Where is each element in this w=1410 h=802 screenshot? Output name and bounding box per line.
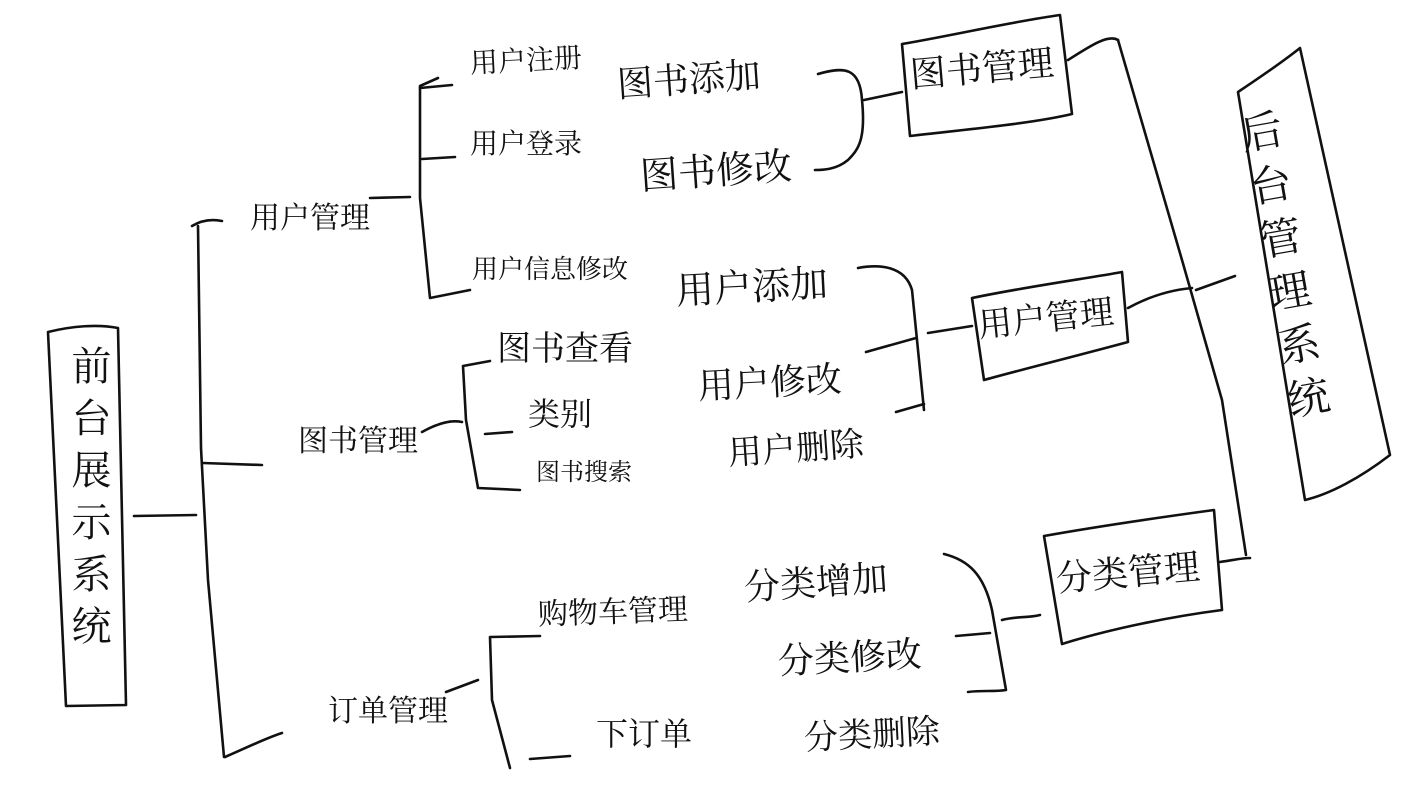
frontend-cart-management: 购物车管理 [537,592,689,633]
backend-user-delete: 用户删除 [726,424,866,474]
connector-user-item-delete [896,404,924,412]
connector-category-item-modify [956,633,990,636]
bracket-order-management [490,636,540,768]
connector-user-item-modify [866,338,916,352]
backend-spine [1118,40,1246,555]
backend-root-label: 后台管理系统 [1231,106,1336,434]
backend-book-add: 图书添加 [615,55,763,106]
connector-spine-to-order [225,733,282,757]
backend-category-module-label: 分类管理 [1054,546,1202,601]
bracket-book-management [463,361,520,490]
connector-spine-to-backend-root [1196,276,1235,290]
frontend-book-view: 图书查看 [497,329,633,369]
connector-book-group [422,421,462,432]
connector-spine-to-user [192,220,222,226]
connector-user-module [928,326,972,333]
frontend-spine [198,226,224,757]
backend-book-module-label: 图书管理 [908,42,1056,97]
backend-user-add: 用户添加 [674,261,830,313]
bracket-user-management [420,78,470,298]
connector-user-group [370,197,410,198]
frontend-user-info-modify: 用户信息修改 [472,255,629,285]
frontend-book-management: 图书管理 [298,424,418,459]
backend-user-modify: 用户修改 [696,359,843,408]
connector-order-group [446,680,478,692]
backend-user-module-label: 用户管理 [976,292,1116,346]
connector-book-item-2 [485,432,512,434]
connector-order-item-2 [530,756,570,759]
connector-user-module-to-spine [1128,288,1192,308]
frontend-user-management: 用户管理 [250,201,370,236]
backend-category-modify: 分类修改 [776,634,923,683]
bracket-category-module [944,554,1006,692]
connector-category-module-to-spine [1220,558,1250,562]
frontend-book-category: 类别 [528,395,593,433]
connector-category-module [1002,615,1040,620]
backend-category-delete: 分类删除 [803,711,941,759]
frontend-user-login: 用户登录 [470,127,583,160]
connector-user-item-2 [422,157,455,159]
frontend-book-search: 图书搜索 [536,458,632,486]
bracket-book-module [815,70,863,170]
connector-book-module-to-spine [1068,38,1118,60]
connector-book-module [864,92,902,100]
frontend-root-label: 前台展示系统 [65,345,111,657]
frontend-user-register: 用户注册 [469,41,583,80]
connector-user-item-1 [420,85,452,88]
backend-book-modify: 图书修改 [638,143,794,199]
backend-category-add: 分类增加 [742,558,890,609]
frontend-order-management: 订单管理 [328,694,448,729]
connector-spine-to-book [203,463,262,465]
connector-root-to-spine [134,515,196,516]
frontend-place-order: 下订单 [596,715,693,753]
